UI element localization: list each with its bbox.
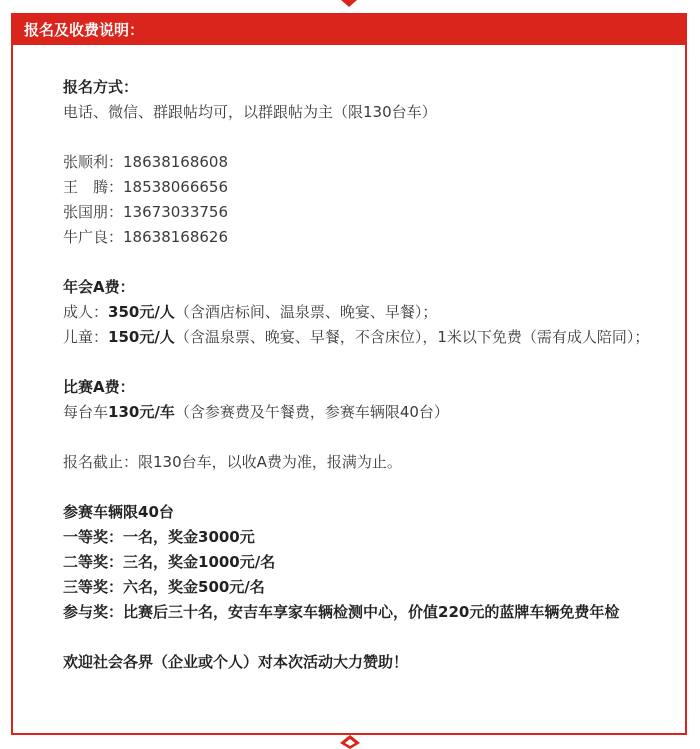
prize-limit: 参赛车辆限40台	[63, 503, 174, 521]
child-price: 150元/人	[108, 328, 175, 346]
contact-row	[29, 200, 661, 225]
card-content	[13, 45, 685, 675]
adult-fee-line	[29, 300, 661, 325]
participation-prize: 参与奖：比赛后三十名，安吉车享家车辆检测中心，价值220元的蓝牌车辆免费年检	[63, 603, 620, 621]
adult-label: 成人：	[63, 303, 109, 321]
contact-phone: 18638168626	[123, 228, 228, 246]
second-prize: 二等奖：三名，奖金1000元/名	[63, 553, 276, 571]
contact-name: 王 腾：	[63, 178, 124, 196]
contact-phone: 18638168608	[123, 153, 228, 171]
child-note: （含温泉票、晚宴、早餐，不含床位），1米以下免费（需有成人陪同）；	[174, 328, 650, 346]
top-triangle-decoration	[341, 0, 357, 7]
first-prize: 一等奖：一名，奖金3000元	[63, 528, 255, 546]
deadline-text: 报名截止：限130台车，以收A费为准，报满为止。	[63, 453, 402, 471]
registration-methods: 电话、微信、群跟帖均可，以群跟帖为主（限130台车）	[63, 103, 437, 121]
contact-name: 张顺利：	[63, 153, 124, 171]
adult-note: （含酒店标间、温泉票、晚宴、早餐）；	[174, 303, 438, 321]
contact-phone: 13673033756	[123, 203, 228, 221]
contact-name: 牛广良：	[63, 228, 124, 246]
adult-price: 350元/人	[108, 303, 175, 321]
child-label: 儿童：	[63, 328, 109, 346]
race-fee-note: （含参赛费及午餐费，参赛车辆限40台）	[174, 403, 449, 421]
closing-text: 欢迎社会各界（企业或个人）对本次活动大力赞助！	[63, 653, 409, 671]
race-fee-heading: 比赛A费：	[63, 378, 135, 396]
info-card	[11, 13, 687, 735]
race-fee-prefix: 每台车	[63, 403, 109, 421]
contact-row	[29, 175, 661, 200]
contact-row	[29, 225, 661, 250]
contact-row	[29, 150, 661, 175]
race-fee-price: 130元/车	[108, 403, 175, 421]
race-fee-line	[29, 400, 661, 425]
contact-name: 张国朋：	[63, 203, 124, 221]
bottom-diamond-decoration	[340, 735, 360, 749]
registration-heading: 报名方式：	[63, 78, 139, 96]
annual-fee-heading: 年会A费：	[63, 278, 135, 296]
child-fee-line	[29, 325, 661, 350]
contact-phone: 18538066656	[123, 178, 228, 196]
third-prize: 三等奖：六名，奖金500元/名	[63, 578, 265, 596]
section-header: 报名及收费说明：	[13, 15, 685, 45]
